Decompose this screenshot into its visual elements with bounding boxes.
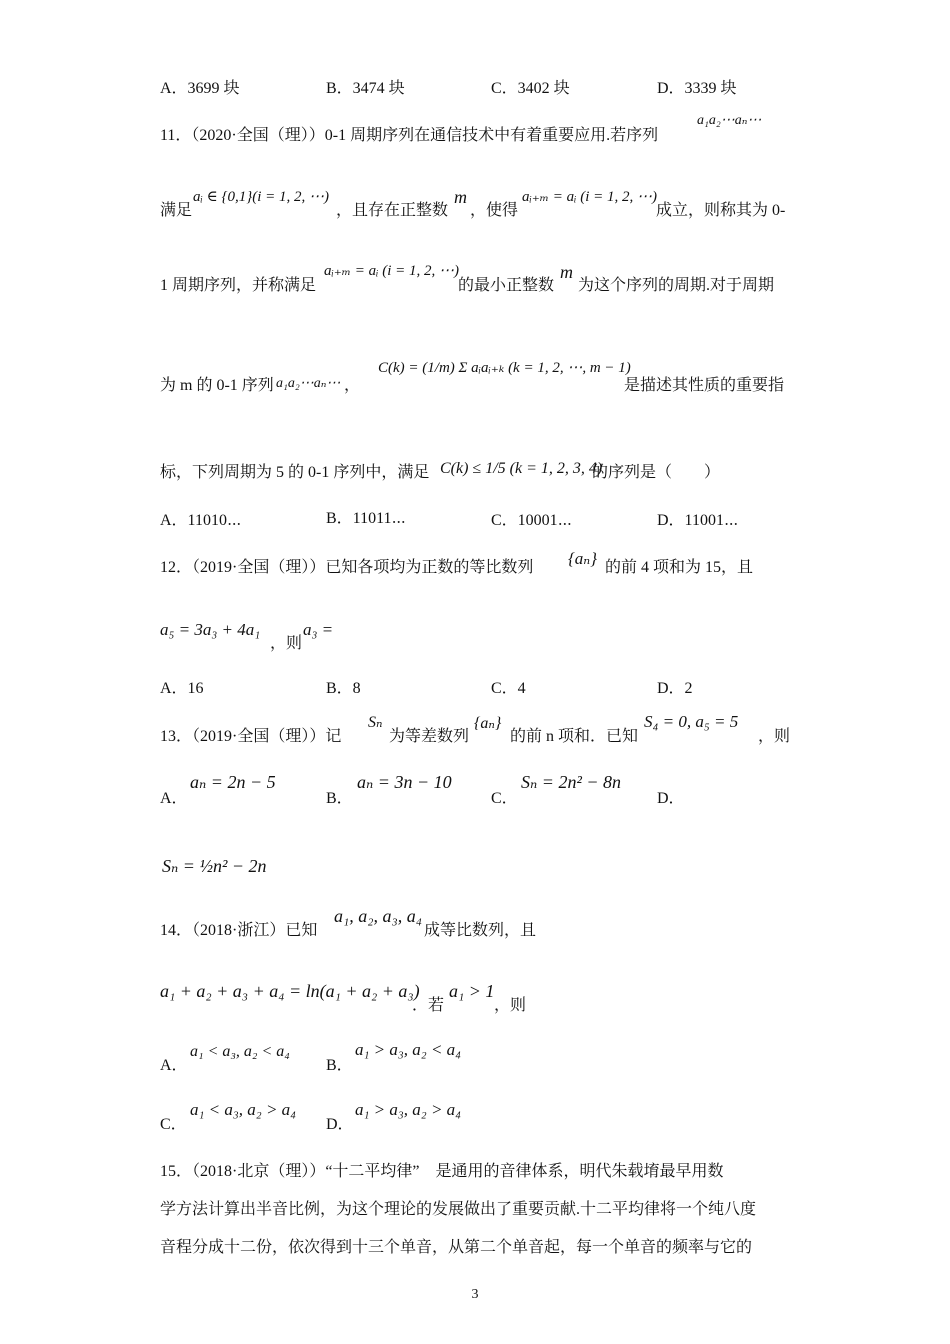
q12-sequence: {aₙ} xyxy=(568,549,597,568)
q15-stem-line1: 15．（2018·北京（理））“十二平均律” 是通用的音律体系，明代朱载堉最早用数 xyxy=(160,1163,724,1180)
q11-stem-line2c: ，使得 xyxy=(470,202,519,219)
q11-sequence: a₁a₂⋯aₙ⋯ xyxy=(697,113,762,128)
q12-question: a₃ = xyxy=(303,620,334,639)
q13-given: S₄ = 0, a₅ = 5 xyxy=(644,712,739,731)
q12-option-c: C．4 xyxy=(491,680,526,697)
page-number: 3 xyxy=(471,1287,479,1302)
q11-stem-line3b: 的最小正整数 xyxy=(458,277,555,294)
q14-option-c: a₁ < a₃, a₂ > a₄ xyxy=(190,1100,297,1119)
q14-equation: a₁ + a₂ + a₃ + a₄ = ln(a₁ + a₂ + a₃) xyxy=(160,981,420,1001)
q14-stem-line2b: ．若 xyxy=(412,997,445,1014)
q11-condition-2: aᵢ₊ₘ = aᵢ (i = 1, 2, ⋯) xyxy=(522,189,658,205)
q11-stem-line4a: 为 m 的 0-1 序列 xyxy=(160,377,274,394)
q13-label-c: C． xyxy=(491,790,518,807)
q13-stem-line1b: 为等差数列 xyxy=(389,728,470,745)
q14-stem-line1b: 成等比数列，且 xyxy=(424,922,537,939)
q10-option-b: B．3474 块 xyxy=(326,80,405,97)
q13-sequence: {aₙ} xyxy=(474,715,502,732)
q11-correlation-formula: C(k) = (1/m) Σ aᵢaᵢ₊ₖ (k = 1, 2, ⋯, m − 1) xyxy=(378,360,631,376)
q13-label-a: A． xyxy=(160,790,188,807)
q11-m-symbol: m xyxy=(454,187,467,207)
q11-stem-line3c: 为这个序列的周期.对于周期 xyxy=(578,277,775,294)
q14-terms: a₁, a₂, a₃, a₄ xyxy=(334,906,423,926)
q13-stem-line1d: ，则 xyxy=(758,728,791,745)
q12-option-d: D．2 xyxy=(657,680,693,697)
q11-stem-line5b: 的序列是（ ） xyxy=(592,464,721,481)
q14-stem-line2c: ，则 xyxy=(494,997,527,1014)
q14-option-b: a₁ > a₃, a₂ < a₄ xyxy=(355,1040,462,1059)
q11-option-d: D．11001⋯ xyxy=(657,512,739,529)
q11-stem-line2a: 满足 xyxy=(160,202,193,219)
q10-option-a: A．3699 块 xyxy=(160,80,240,97)
q15-stem-line2: 学方法计算出半音比例，为这个理论的发展做出了重要贡献.十二平均律将一个纯八度 xyxy=(160,1201,757,1218)
q14-label-c: C． xyxy=(160,1116,187,1133)
q14-label-b: B． xyxy=(326,1057,353,1074)
q11-stem-line3a: 1 周期序列，并称满足 xyxy=(160,277,317,294)
q13-option-b: aₙ = 3n − 10 xyxy=(357,772,452,792)
q14-label-d: D． xyxy=(326,1116,354,1133)
q10-option-d: D．3339 块 xyxy=(657,80,737,97)
q11-condition-2-repeat: aᵢ₊ₘ = aᵢ (i = 1, 2, ⋯) xyxy=(324,263,460,279)
q11-option-a: A．11010⋯ xyxy=(160,512,242,529)
q14-option-a: a₁ < a₃, a₂ < a₄ xyxy=(190,1043,290,1060)
q11-option-b: B．11011⋯ xyxy=(326,510,406,527)
q11-condition-3: C(k) ≤ 1/5 (k = 1, 2, 3, 4) xyxy=(440,460,603,477)
q10-option-c: C．3402 块 xyxy=(491,80,570,97)
q14-condition: a₁ > 1 xyxy=(449,981,495,1001)
q11-stem-line1: 11．（2020·全国（理））0-1 周期序列在通信技术中有着重要应用.若序列 xyxy=(160,127,659,144)
q14-label-a: A． xyxy=(160,1057,188,1074)
q11-sequence-2: a₁a₂⋯aₙ⋯ xyxy=(276,376,341,391)
q12-stem-line1b: 的前 4 项和为 15，且 xyxy=(605,559,754,576)
q13-option-c: Sₙ = 2n² − 8n xyxy=(521,772,621,792)
q12-stem-line2b: ，则 xyxy=(270,635,303,652)
q13-label-b: B． xyxy=(326,790,353,807)
q11-stem-line5a: 标，下列周期为 5 的 0-1 序列中，满足 xyxy=(160,464,430,481)
q12-stem-line1: 12．（2019·全国（理））已知各项均为正数的等比数列 xyxy=(160,559,534,576)
q11-m-symbol-2: m xyxy=(560,262,573,282)
q12-option-b: B．8 xyxy=(326,680,361,697)
q11-stem-line2b: ，且存在正整数 xyxy=(336,202,449,219)
q11-stem-line4c: 是描述其性质的重要指 xyxy=(624,377,785,394)
q13-label-d: D． xyxy=(657,790,685,807)
q12-equation: a₅ = 3a₃ + 4a₁ xyxy=(160,620,261,639)
q13-option-d: Sₙ = ½n² − 2n xyxy=(162,856,267,876)
q13-stem-line1: 13．（2019·全国（理））记 xyxy=(160,728,342,745)
q14-stem-line1: 14．（2018·浙江）已知 xyxy=(160,922,318,939)
q14-option-d: a₁ > a₃, a₂ > a₄ xyxy=(355,1100,462,1119)
q11-condition-1: aᵢ ∈ {0,1}(i = 1, 2, ⋯) xyxy=(193,189,330,205)
q11-stem-line2d: 成立，则称其为 0- xyxy=(656,202,786,219)
q11-stem-line4b: ， xyxy=(344,377,361,394)
q12-option-a: A．16 xyxy=(160,680,204,697)
q13-sn-symbol: Sₙ xyxy=(368,714,383,731)
q13-option-a: aₙ = 2n − 5 xyxy=(190,772,276,792)
q11-option-c: C．10001⋯ xyxy=(491,512,573,529)
q13-stem-line1c: 的前 n 项和．已知 xyxy=(510,728,639,745)
q15-stem-line3: 音程分成十二份，依次得到十三个单音，从第二个单音起，每一个单音的频率与它的 xyxy=(160,1239,753,1256)
